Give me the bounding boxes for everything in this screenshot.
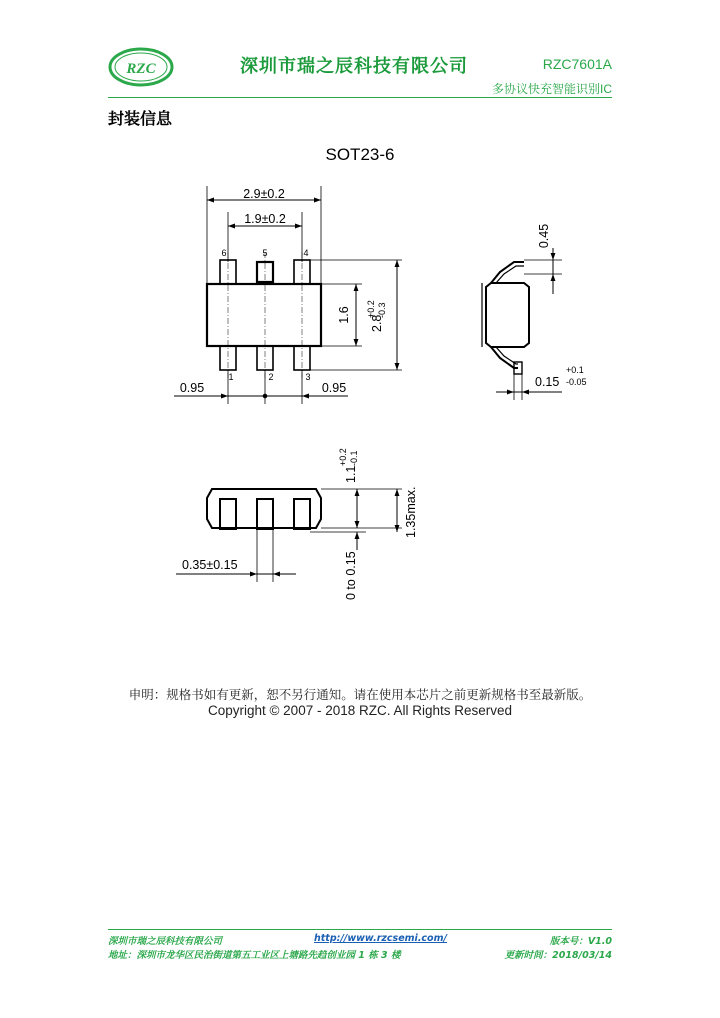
dim-body-thickness-tol-plus: +0.2: [338, 448, 348, 466]
dim-lead-thickness-tol-minus: -0.05: [566, 377, 587, 387]
dim-body-thickness: 1.1: [344, 465, 358, 483]
dim-total-width: 2.9±0.2: [243, 187, 285, 201]
copyright-text: Copyright © 2007 - 2018 RZC. All Rights Reserved: [207, 703, 513, 718]
header-subtitle: 多协议快充智能识别IC: [491, 82, 612, 96]
dim-total-length-tol-plus: +0.2: [366, 300, 376, 318]
dim-lead-width: 0.35±0.15: [182, 558, 238, 572]
top-body: [207, 284, 321, 346]
footer-company: 深圳市瑞之辰科技有限公司: [108, 936, 223, 947]
footer-url-link[interactable]: http://www.rzcsemi.com/: [314, 933, 447, 944]
dim-total-height: 1.35max.: [404, 486, 418, 538]
dim-standoff: 0 to 0.15: [344, 551, 358, 600]
dim-body-width: 1.6: [337, 306, 351, 324]
package-name: SOT23-6: [325, 145, 395, 164]
pin-label-4: 4: [303, 248, 309, 258]
section-title: 封装信息: [108, 109, 173, 128]
footer-version: 版本号：V1.0: [549, 936, 612, 947]
notice-text: 申明：规格书如有更新，恕不另行通知。请在使用本芯片之前更新规格书至最新版。: [128, 687, 592, 702]
dim-total-length: 2.8: [370, 314, 384, 332]
dim-lead-thickness: 0.15: [535, 375, 560, 389]
pin-label-5: 5: [262, 248, 268, 258]
dim-pitch-right: 0.95: [321, 381, 347, 395]
dim-body-thickness-tol-minus: -0.1: [349, 450, 359, 466]
pin-label-2: 2: [268, 372, 274, 382]
logo-text: RZC: [126, 61, 156, 77]
company-name: 深圳市瑞之辰科技有限公司: [240, 56, 468, 77]
part-number: RZC7601A: [542, 56, 612, 72]
pin-label-3: 3: [305, 372, 311, 382]
pin-label-6: 6: [221, 248, 227, 258]
dim-pitch-left: 0.95: [179, 381, 205, 395]
pin-label-1: 1: [228, 372, 234, 382]
footer-divider: [108, 929, 612, 930]
footer-address: 地址：深圳市龙华区民治街道第五工业区上塘路先趋创业园 1 栋 3 楼: [108, 950, 401, 961]
dim-lead-length: 0.45: [537, 223, 551, 249]
footer-date: 更新时间：2018/03/14: [504, 950, 612, 961]
dim-pin-span: 1.9±0.2: [244, 212, 286, 226]
top-view: [174, 186, 402, 404]
dim-lead-thickness-tol-plus: +0.1: [566, 365, 584, 375]
dim-total-length-tol-minus: -0.3: [377, 302, 387, 318]
